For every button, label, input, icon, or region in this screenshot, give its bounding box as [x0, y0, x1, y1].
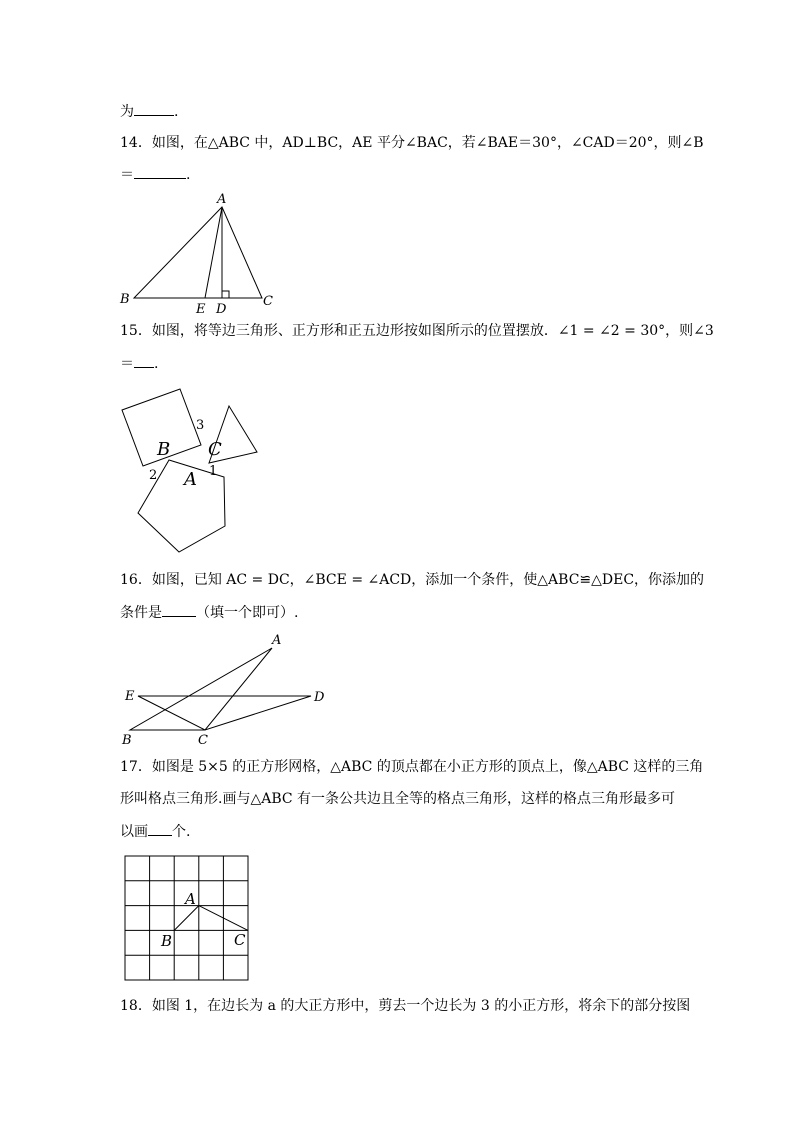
- q17-unit: 个.: [172, 824, 191, 840]
- q15-angle-3: 3: [196, 418, 205, 433]
- q17-label-c: C: [234, 931, 246, 949]
- q15-label-a: A: [184, 469, 197, 490]
- q15-period: .: [154, 356, 159, 372]
- q16-label-e: E: [125, 689, 135, 704]
- q15-angle-2: 2: [149, 468, 158, 483]
- q17-label-b: B: [161, 932, 173, 950]
- q14-equals: ＝: [120, 167, 134, 183]
- q13-tail-end: .: [174, 104, 179, 120]
- q17-label-a: A: [185, 890, 196, 908]
- q16-label-a: A: [272, 633, 282, 648]
- q18-question-line1: 18．如图 1，在边长为 a 的大正方形中，剪去一个边长为 3 的小正方形，将余下的部分按图: [120, 998, 691, 1014]
- q16-label-c: C: [198, 733, 208, 748]
- q16-condition-label: 条件是: [120, 605, 162, 621]
- q16-label-b: B: [122, 733, 132, 748]
- q14-question-line1: 14．如图，在△ABC 中，AD⊥BC，AE 平分∠BAC，若∠BAE＝30°，∠CAD＝20°，则∠B: [120, 135, 704, 151]
- q16-label-d: D: [314, 690, 325, 705]
- q15-angle-1: 1: [209, 464, 218, 479]
- q14-label-b: B: [120, 292, 130, 307]
- q13-tail-text: 为: [120, 104, 134, 120]
- q16-question-line1: 16．如图，已知 AC = DC，∠BCE = ∠ACD，添加一个条件，使△ABC≌△DEC，你添加的: [120, 572, 705, 588]
- q14-label-d: D: [216, 302, 227, 317]
- q17-can-draw: 以画: [120, 824, 148, 840]
- q15-label-c: C: [208, 439, 222, 460]
- q14-label-a: A: [217, 192, 227, 207]
- q15-question-line1: 15．如图，将等边三角形、正方形和正五边形按如图所示的位置摆放．∠1 = ∠2 = 30°，则∠3: [120, 323, 714, 339]
- q14-period: .: [186, 167, 191, 183]
- q15-equals: ＝: [120, 356, 134, 372]
- q16-hint: （填一个即可）.: [196, 605, 299, 621]
- q17-question-line1: 17．如图是 5×5 的正方形网格，△ABC 的顶点都在小正方形的顶点上，像△ABC 这样的三角: [120, 759, 704, 775]
- q14-label-e: E: [196, 302, 206, 317]
- q14-label-c: C: [263, 294, 273, 309]
- q15-label-b: B: [157, 439, 171, 460]
- q17-question-line2: 形叫格点三角形.画与△ABC 有一条公共边且全等的格点三角形，这样的格点三角形最多可: [120, 791, 676, 807]
- q17-triangle-abc: [174, 906, 248, 931]
